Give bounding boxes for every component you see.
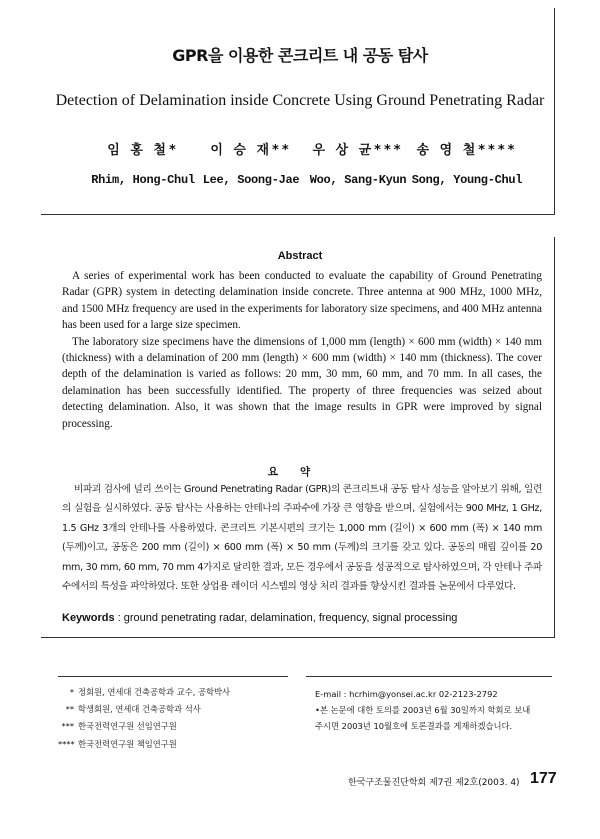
notes-divider <box>306 676 552 677</box>
english-title: Detection of Delamination inside Concrete Using Ground Penetrating Radar <box>55 92 545 109</box>
email-line: E-mail : hcrhim@yonsei.ac.kr 02-2123-2792 <box>315 689 498 699</box>
author-kr-name: 이 승 재** <box>210 143 292 158</box>
page-number: 177 <box>530 770 557 787</box>
footnote-text: 한국전력연구원 책임연구원 <box>78 738 177 749</box>
keywords <box>62 612 457 624</box>
footnote-divider <box>58 676 288 677</box>
author-kr-name: 임 홍 철* <box>107 143 179 158</box>
footnote-mark: * <box>69 687 74 697</box>
discussion-note-line: 주시면 2003년 10월호에 토론결과를 게재하겠습니다. <box>315 721 513 732</box>
author-kr-name: 우 상 균*** <box>312 143 404 158</box>
abstract-paragraph: The laboratory size specimens have the dimensions of 1,000 mm (length) × 600 mm (width) × 140 mm (thickness) with a delamination of 200 mm (length) × 600 mm (width) × 140 mm (thickness). The cover depth of the delamination is varied as follows: 20 mm, 30 mm, 60 mm, and 70 mm. In all cases, the delamination has been successfully identified. The property of three frequencies was seized about detecting delamination. Also, it was shown that the image results in GPR were improved by signal processing. <box>62 335 542 430</box>
keywords-label: Keywords <box>62 612 115 624</box>
footnote-text: 정회원, 연세대 건축공학과 교수, 공학박사 <box>78 687 231 697</box>
korean-abstract-body: 비파괴 검사에 널리 쓰이는 Ground Penetrating Radar (GPR)의 콘크리트내 공동 탐사 성능을 알아보기 위해, 일련의 실험을 실시하였다. 공동 탐사는 사용하는 안테나의 주파수에 가장 큰 영향을 받으며, 실험에서는 900 MHz, 1 GHz, 1.5 GHz 3개의 안테나를 사용하였다. 콘크리트 기본시편의 크기는 1,000 mm (길이) × 600 mm (폭) × 140 mm (두께)이고, 공동은 200 mm (길이) × 600 mm (폭) × 50 mm (두께)의 크기를 갖고 있다. 공동의 매립 깊이를 20 mm, 30 mm, 60 mm, 70 mm 4가지로 달리한 결과, 모든 경우에서 공동을 성공적으로 탐사하였으며, 각 안테나 주파수에서의 특성을 파악하였다. 또한 상업용 레이더 시스템의 영상 처리 결과를 향상시킨 결과를 논문에서 다루었다. <box>62 484 542 593</box>
footnote-mark: ** <box>65 704 74 715</box>
footnote-mark: **** <box>58 738 75 749</box>
author-en-name: Rhim, Hong-Chul <box>91 173 195 187</box>
author-footnotes <box>58 684 298 753</box>
footnote-item <box>58 701 298 718</box>
footnote-text: 한국전력연구원 선임연구원 <box>78 721 177 732</box>
contact-notes <box>315 686 555 735</box>
author-en-name: Song, Young-Chul <box>411 173 523 187</box>
discussion-note-line: •본 논문에 대한 토의를 2003년 6월 30일까지 학회로 보내 <box>315 705 531 716</box>
abstract-body <box>62 268 542 432</box>
keywords-text: : ground penetrating radar, delamination, frequency, signal processing <box>117 612 458 624</box>
author-4 <box>402 139 532 187</box>
author-kr-name: 송 영 철**** <box>416 143 518 158</box>
footnote-item <box>58 684 298 701</box>
footnote-text: 학생회원, 연세대 건축공학과 석사 <box>78 704 201 715</box>
korean-abstract-heading: 요약 <box>267 466 333 478</box>
author-en-name: Woo, Sang-Kyun <box>309 173 407 187</box>
footnote-item <box>58 736 298 753</box>
footnote-mark: *** <box>61 721 74 732</box>
journal-info: 한국구조물진단학회 제7권 제2호(2003. 4) <box>348 778 520 788</box>
footnote-item <box>58 718 298 735</box>
author-en-name: Lee, Soong-Jae <box>202 173 300 187</box>
abstract-paragraph: A series of experimental work has been conducted to evaluate the capability of Ground Penetrating Radar (GPR) system in detecting delamination inside concrete. Three antenna at 900 MHz, 1000 MHz, and 1500 MHz frequency are used in the experiments for laboratory size specimens, and 400 MHz antenna has been used for a large size specimen. <box>62 270 542 332</box>
korean-title: GPR을 이용한 콘크리트 내 공동 탐사 <box>172 46 428 65</box>
abstract-heading: Abstract <box>277 250 323 262</box>
